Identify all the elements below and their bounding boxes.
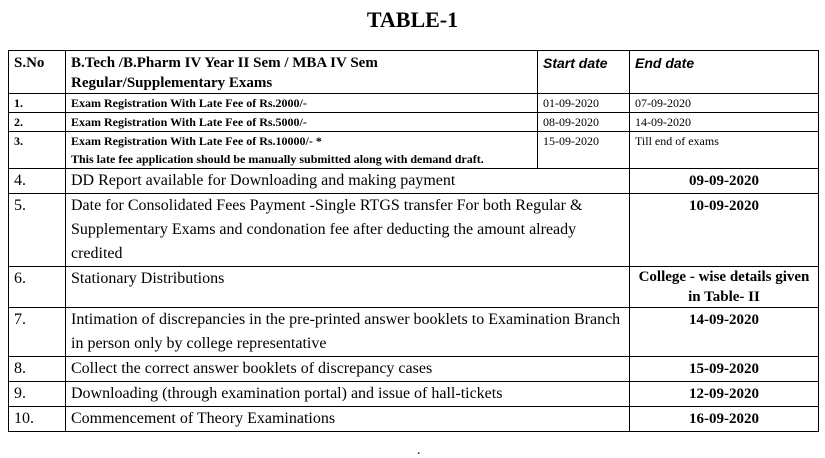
row-event: Commencement of Theory Examinations <box>66 407 630 432</box>
header-sno: S.No <box>9 51 66 94</box>
row-event-block <box>66 132 538 169</box>
row-event: DD Report available for Downloading and making payment <box>66 169 630 194</box>
row-date: College - wise details given in Table- II <box>630 267 819 308</box>
footer-mark: . <box>417 443 421 458</box>
header-start-date: Start date <box>538 51 630 94</box>
row-event: Intimation of discrepancies in the pre-printed answer booklets to Examination Branch in person only by college representative <box>66 308 630 357</box>
row-sno: 3. <box>9 132 66 169</box>
table-row <box>9 357 819 382</box>
table-title: TABLE-1 <box>366 7 459 32</box>
row-start-date: 08-09-2020 <box>538 113 630 132</box>
row-end-date: Till end of exams <box>630 132 819 169</box>
row-date: 15-09-2020 <box>630 357 819 382</box>
row-event: Collect the correct answer booklets of discrepancy cases <box>66 357 630 382</box>
row-sno: 6. <box>9 267 66 308</box>
table-row <box>9 94 819 113</box>
row-date: 12-09-2020 <box>630 382 819 407</box>
table-row <box>9 169 819 194</box>
row-start-date: 01-09-2020 <box>538 94 630 113</box>
row-sno: 1. <box>9 94 66 113</box>
row-sno: 10. <box>9 407 66 432</box>
table-row <box>9 308 819 357</box>
row-event: Exam Registration With Late Fee of Rs.10000/- * <box>71 134 322 148</box>
row-sno: 7. <box>9 308 66 357</box>
row-start-date: 15-09-2020 <box>538 132 630 169</box>
row-event: Downloading (through examination portal) and issue of hall-tickets <box>66 382 630 407</box>
row-date: 16-09-2020 <box>630 407 819 432</box>
schedule-table <box>8 50 819 432</box>
row-sno: 5. <box>9 194 66 267</box>
table-row <box>9 382 819 407</box>
row-sno: 9. <box>9 382 66 407</box>
row-date: 10-09-2020 <box>630 194 819 267</box>
row-event: Date for Consolidated Fees Payment -Single RTGS transfer For both Regular & Supplementary Exams and condonation fee after deducting the amount already credited <box>66 194 630 267</box>
row-date: 14-09-2020 <box>630 308 819 357</box>
header-row <box>9 51 819 94</box>
row-event: Exam Registration With Late Fee of Rs.2000/- <box>66 94 538 113</box>
header-event: B.Tech /B.Pharm IV Year II Sem / MBA IV Sem Regular/Supplementary Exams <box>66 51 538 94</box>
row-date: 09-09-2020 <box>630 169 819 194</box>
table-row <box>9 132 819 169</box>
table-row <box>9 267 819 308</box>
row-end-date: 07-09-2020 <box>630 94 819 113</box>
row-sno: 8. <box>9 357 66 382</box>
row-sno: 4. <box>9 169 66 194</box>
table-row <box>9 407 819 432</box>
table-row <box>9 194 819 267</box>
header-end-date: End date <box>630 51 819 94</box>
row-event: Exam Registration With Late Fee of Rs.5000/- <box>66 113 538 132</box>
table-row <box>9 113 819 132</box>
row-sno: 2. <box>9 113 66 132</box>
row-note: This late fee application should be manually submitted along with demand draft. <box>71 152 484 166</box>
row-event: Stationary Distributions <box>66 267 630 308</box>
row-end-date: 14-09-2020 <box>630 113 819 132</box>
